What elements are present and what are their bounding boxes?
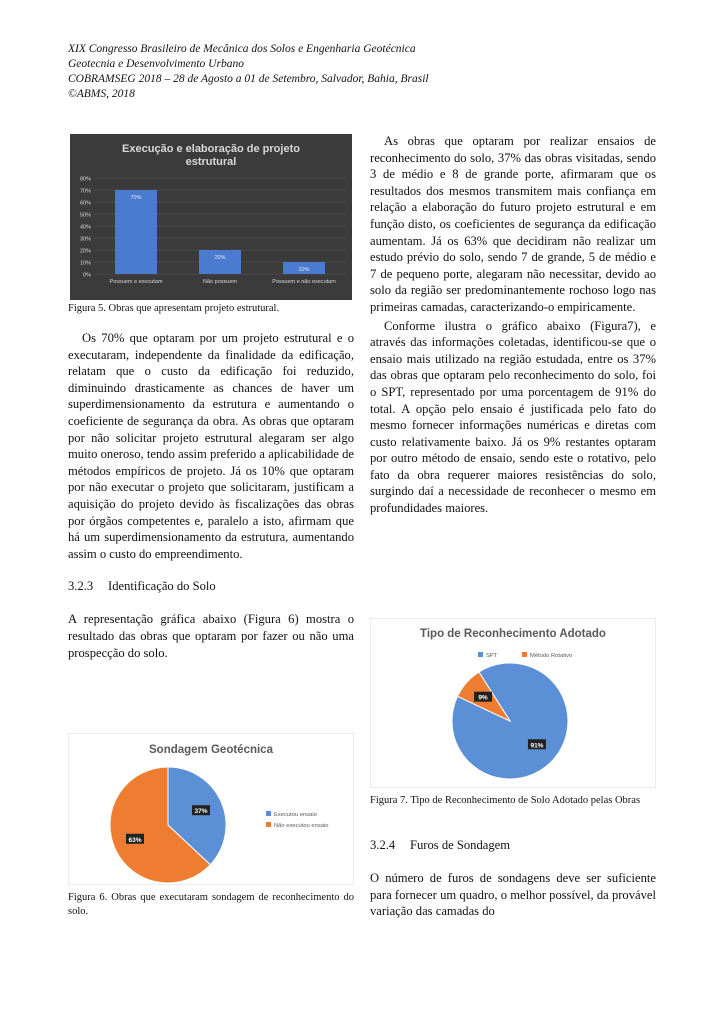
legend-label: Não executou ensaio — [274, 823, 329, 829]
y-tick-label: 70% — [79, 188, 91, 195]
y-tick-label: 10% — [79, 260, 91, 267]
right-column — [370, 133, 656, 517]
legend-swatch — [266, 811, 271, 816]
right-column-lower — [370, 838, 656, 920]
bar-data-label: 70% — [130, 195, 142, 201]
page-header — [68, 42, 429, 102]
header-line-2: Geotecnia e Desenvolvimento Urbano — [68, 58, 244, 70]
right-paragraph-3: O número de furos de sondagens deve ser suficiente para fornecer um quadro, o melhor possível, da provável variação das camadas do — [370, 871, 656, 919]
bar — [115, 190, 157, 274]
x-tick-label: Possuem e não executam — [272, 279, 336, 285]
header-line-1: XIX Congresso Brasileiro de Mecânica dos Solos e Engenharia Geotécnica — [68, 43, 416, 55]
section-number: 3.2.4 — [370, 838, 396, 852]
pie-data-label: 63% — [128, 836, 142, 844]
figure-6-caption: Figura 6. Obras que executaram sondagem de reconhecimento do solo. — [68, 892, 354, 917]
chart-title: Tipo de Reconhecimento Adotado — [420, 628, 606, 640]
legend-label: Executou ensaio — [274, 812, 317, 818]
section-heading-3-2-4 — [370, 838, 656, 853]
x-tick-label: Não possuem — [203, 279, 237, 285]
y-tick-label: 50% — [79, 212, 91, 219]
y-tick-label: 80% — [79, 176, 91, 183]
section-title: Furos de Sondagem — [410, 838, 511, 852]
right-paragraph-1: As obras que optaram por realizar ensaios de reconhecimento do solo, 37% das obras visitadas, sendo 3 de médio e 8 de grande porte, afirmaram que os resultados dos mesmos transmitem mais confiança em relação a elaboração do futuro projeto estrutural e em função disto, os coeficientes de segurança da edificação aumentam. Já os 63% que decidiram não realizar um estudo prévio do solo, sendo 7 de grande, 5 de médio e 7 de pequeno porte, alegaram não necessitar, devido ao solo da região ser predominantemente rochoso logo nas primeiras camadas, caracterizando-o empiricamente. — [370, 134, 656, 314]
legend-swatch — [266, 822, 271, 827]
bar-data-label: 10% — [298, 267, 310, 273]
pie-chart-tipo-svg — [370, 618, 656, 788]
pie-data-label: 91% — [530, 742, 544, 750]
legend-label: SPT — [486, 653, 498, 659]
left-column — [68, 330, 354, 661]
y-tick-label: 0% — [83, 272, 91, 279]
header-line-4: ©ABMS, 2018 — [68, 88, 135, 100]
left-paragraph-1: Os 70% que optaram por um projeto estrutural e o executaram, independente da finalidade da edificação, relatam que o custo da edificação foi reduzido, diminuindo drasticamente as chances de haver um superdimensionamento da estrutura e aumentando o coeficiente de segurança da obra. As obras que optaram por não solicitar projeto estrutural alegaram ser algo muito oneroso, tendo assim preferido a aplicabilidade de métodos empíricos de projeto. Já os 10% que optaram por não executar o projeto que solicitaram, justificam a aquisição do projeto devido às fiscalizações das obras por órgãos competentes e, paralelo a isto, afirmam que há um superdimensionamento da estrutura, aumentando assim o custo do empreendimento. — [68, 331, 354, 561]
y-tick-label: 20% — [79, 248, 91, 255]
pie-data-label: 9% — [478, 694, 488, 702]
header-line-3: COBRAMSEG 2018 – 28 de Agosto a 01 de Setembro, Salvador, Bahia, Brasil — [68, 73, 429, 85]
figure-5-chart — [70, 134, 352, 300]
y-tick-label: 40% — [79, 224, 91, 231]
y-tick-label: 60% — [79, 200, 91, 207]
section-number: 3.2.3 — [68, 579, 94, 594]
chart-title: Execução e elaboração de projeto — [122, 143, 300, 155]
bar-data-label: 20% — [214, 255, 226, 261]
figure-7-caption: Figura 7. Tipo de Reconhecimento de Solo Adotado pelas Obras — [370, 795, 641, 806]
section-heading-3-2-3 — [68, 579, 354, 594]
legend-swatch — [522, 652, 527, 657]
chart-title: Sondagem Geotécnica — [149, 744, 273, 756]
figure-7-chart — [370, 618, 656, 788]
pie-data-label: 37% — [194, 808, 208, 816]
bar — [199, 250, 241, 274]
section-title: Identificação do Solo — [108, 579, 216, 594]
legend-label: Método Rotativo — [530, 653, 573, 659]
x-tick-label: Possuem e executam — [109, 279, 163, 285]
legend-swatch — [478, 652, 483, 657]
chart-title: estrutural — [185, 156, 237, 168]
figure-6-chart — [68, 733, 354, 885]
left-paragraph-2: A representação gráfica abaixo (Figura 6) mostra o resultado das obras que optaram por fazer ou não uma prospecção do solo. — [68, 612, 354, 660]
y-tick-label: 30% — [79, 236, 91, 243]
bar-chart-svg — [70, 134, 352, 300]
right-paragraph-2: Conforme ilustra o gráfico abaixo (Figura7), e através das informações coletadas, identificou-se que o ensaio mais utilizado na região estudada, entre os 37% das obras que optaram pelo reconhecimento do solo, foi o SPT, representado por uma porcentagem de 91% do total. A opção pelo ensaio é justificada pelo fato do mesmo fornecer informações numéricas e diretas com custo relativamente baixo. Já os 9% restantes optaram por outro método de ensaio, sendo este o rotativo, pelo fato da obra requerer maiores resistências do solo, surgindo daí a necessidade de reconhecer o mesmo em profundidades maiores. — [370, 318, 656, 516]
figure-5-caption: Figura 5. Obras que apresentam projeto estrutural. — [68, 303, 280, 314]
pie-chart-sondagem-svg — [68, 733, 354, 885]
